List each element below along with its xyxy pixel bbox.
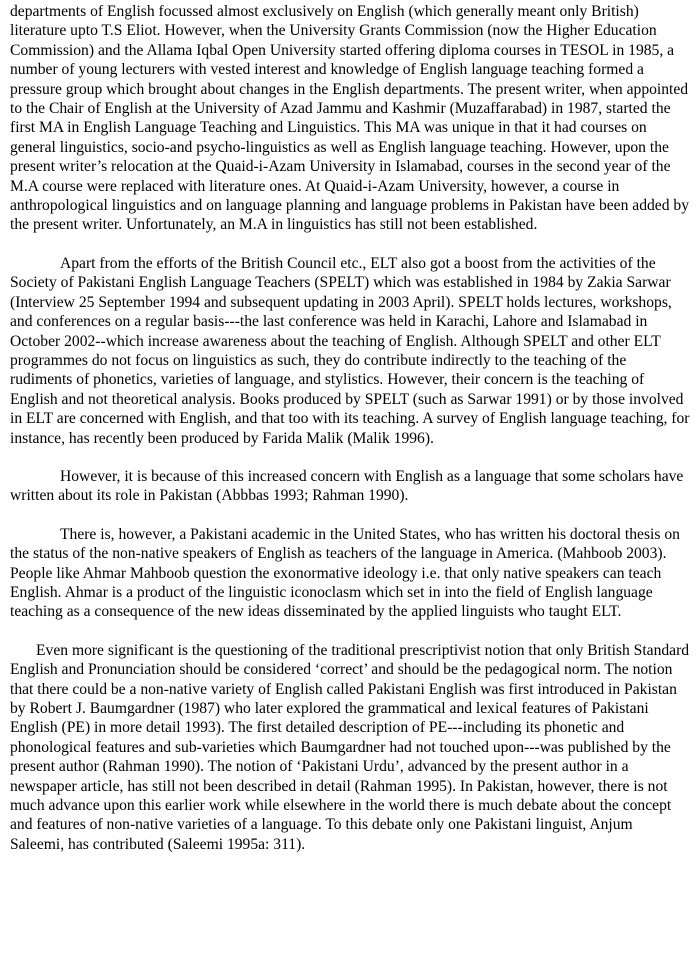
paragraph-english-role: However, it is because of this increased concern with English as a language that some scholars have written about its role in Pakistan (Abbbas 1993; Rahman 1990). — [10, 467, 684, 505]
paragraph-spelt: Apart from the efforts of the British Council etc., ELT also got a boost from the activities of the Society of Pakistani English Language Teachers (SPELT) which was established in 1984 by Zakia Sarwar (Interview 25 September 1994 and subsequent updating in 2003 April). SPELT holds lectures, workshops, and conferences on a regular basis---the last conference was held in Karachi, Lahore and Islamabad in October 2002--which increase awareness about the teaching of English. Although SPELT and other ELT programmes do not focus on linguistics as such, they do contribute indirectly to the teaching of the rudiments of phonetics, varieties of language, and stylistics. However, their concern is the teaching of English and not theoretical analysis. Books produced by SPELT (such as Sarwar 1991) or by those involved in ELT are concerned with English, and that too with its teaching. A survey of English language teaching, for instance, has recently been produced by Farida Malik (Malik 1996). — [10, 254, 690, 447]
paragraph-pakistani-english: Even more significant is the questioning of the traditional prescriptivist notion that only British Standard English and Pronunciation should be considered ‘correct’ and should be the pedagogical norm. The notion that there could be a non-native variety of English called Pakistani English was first introduced in Pakistan by Robert J. Baumgardner (1987) who later explored the grammatical and lexical features of Pakistani English (PE) in more detail 1993). The first detailed description of PE---including its phonetic and phonological features and sub-varieties which Baumgardner had not touched upon---was published by the present author (Rahman 1990). The notion of ‘Pakistani Urdu’, advanced by the present author in a newspaper article, has still not been described in detail (Rahman 1995). In Pakistan, however, there is not much advance upon this earlier work while elsewhere in the world there is much debate about the concept and features of non-native varieties of a language. To this debate only one Pakistani linguist, Anjum Saleemi, has contributed (Saleemi 1995a: 311). — [10, 641, 690, 853]
paragraph-mahboob: There is, however, a Pakistani academic in the United States, who has written his doctoral thesis on the status of the non-native speakers of English as teachers of the language in America. (Mahboob 2003). People like Ahmar Mahboob question the exonormative ideology i.e. that only native speakers can teach English. Ahmar is a product of the linguistic iconoclasm which set in into the field of English language teaching as a consequence of the new ideas disseminated by the applied linguists who taught ELT. — [10, 525, 680, 621]
paragraph-gap — [10, 622, 690, 641]
paragraph-gap — [10, 235, 690, 254]
paragraph-gap — [10, 506, 690, 525]
paragraph-gap — [10, 448, 690, 467]
paragraph-elt-departments: departments of English focussed almost exclusively on English (which generally meant only British) literature upto T.S Eliot. However, when the University Grants Commission (now the Higher Education Commission) and the Allama Iqbal Open University started offering diploma courses in TESOL in 1985, a number of young lecturers with vested interest and knowledge of English language teaching formed a pressure group which brought about changes in the English departments. The present writer, when appointed to the Chair of English at the University of Azad Jammu and Kashmir (Muzaffarabad) in 1987, started the first MA in English Language Teaching and Linguistics. This MA was unique in that it had courses on general linguistics, socio-and psycho-linguistics as well as English language teaching. However, upon the present writer’s relocation at the Quaid-i-Azam University in Islamabad, courses in the second year of the M.A course were replaced with literature ones. At Quaid-i-Azam University, however, a course in anthropological linguistics and on language planning and language problems in Pakistan have been added by the present writer. Unfortunately, an M.A in linguistics has still not been established. — [10, 3, 690, 234]
